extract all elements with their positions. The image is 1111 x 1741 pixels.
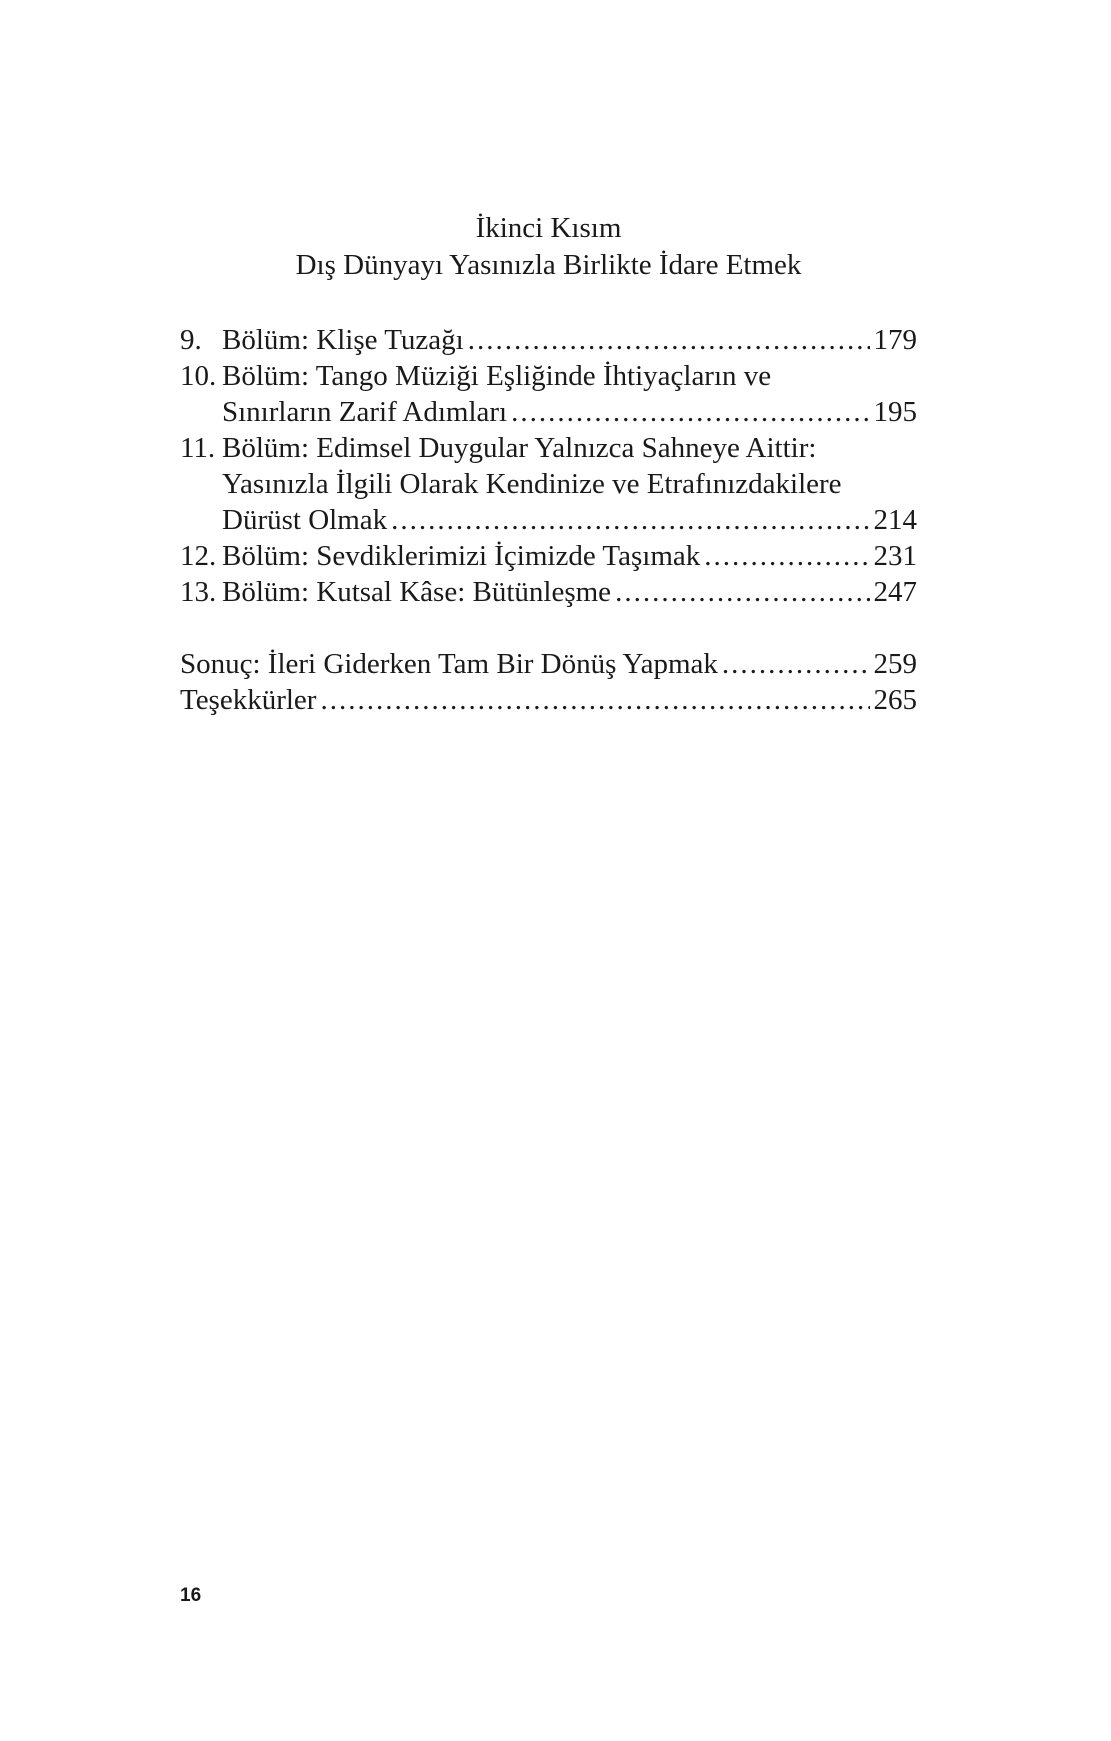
- toc-entry-chapter-13: [180, 574, 917, 610]
- chapter-title-line: Dürüst Olmak: [222, 504, 388, 536]
- dot-leader: [704, 538, 869, 574]
- page-number: 179: [873, 324, 917, 356]
- chapter-title: Bölüm: Sevdiklerimizi İçimizde Taşımak: [222, 540, 701, 572]
- dot-leader: [391, 502, 869, 538]
- entry-title: Sonuç: İleri Giderken Tam Bir Dönüş Yapmak: [180, 648, 718, 680]
- part-heading: [180, 210, 917, 284]
- dot-leader: [511, 394, 869, 430]
- chapter-title: Bölüm: Kutsal Kâse: Bütünleşme: [222, 576, 612, 608]
- page-number: 231: [873, 540, 917, 572]
- page-number: 265: [873, 684, 917, 716]
- entry-title: Teşekkürler: [180, 684, 317, 716]
- page-number: 214: [873, 504, 917, 536]
- chapter-title-line: Yasınızla İlgili Olarak Kendinize ve Etrafınızdakilere: [222, 468, 842, 500]
- chapter-title-line: Bölüm: Edimsel Duygular Yalnızca Sahneye Aittir:: [222, 432, 817, 464]
- table-of-contents: [180, 322, 917, 718]
- chapter-title-line: Sınırların Zarif Adımları: [222, 396, 508, 428]
- toc-entry-chapter-12: [180, 538, 917, 574]
- toc-entry-acknowledgements: [180, 682, 917, 718]
- page-number: 195: [873, 396, 917, 428]
- chapter-number: 12.: [180, 540, 217, 572]
- dot-leader: [722, 646, 870, 682]
- toc-entry-chapter-11: [180, 430, 917, 538]
- chapter-number: 9.: [180, 324, 202, 356]
- dot-leader: [468, 322, 870, 358]
- toc-entry-chapter-10: [180, 358, 917, 430]
- dot-leader: [615, 574, 869, 610]
- chapter-title: Bölüm: Klişe Tuzağı: [222, 324, 464, 356]
- toc-entry-conclusion: [180, 646, 917, 682]
- part-title: Dış Dünyayı Yasınızla Birlikte İdare Etmek: [295, 249, 802, 281]
- part-label: İkinci Kısım: [475, 212, 622, 244]
- toc-entry-chapter-9: [180, 322, 917, 358]
- chapter-title-line: Bölüm: Tango Müziği Eşliğinde İhtiyaçların ve: [222, 360, 772, 392]
- chapter-number: 11.: [180, 432, 216, 464]
- page-folio: 16: [180, 1585, 202, 1606]
- page-number: 247: [873, 576, 917, 608]
- page-number: 259: [873, 648, 917, 680]
- dot-leader: [320, 682, 869, 718]
- chapter-number: 10.: [180, 360, 217, 392]
- chapter-number: 13.: [180, 576, 217, 608]
